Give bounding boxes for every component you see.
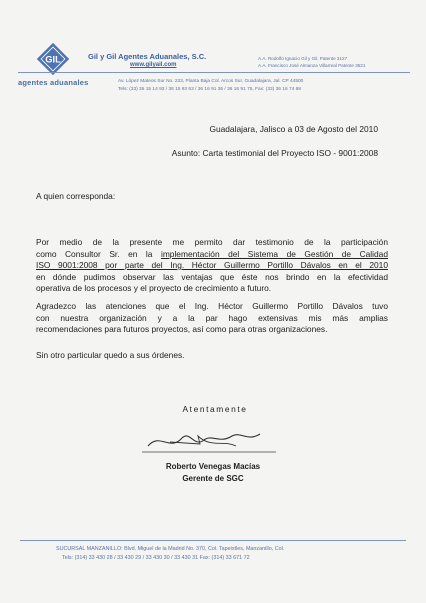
paragraph-line: Agradezco las atenciones que el Ing. Héctor Guillermo Portillo Dávalos tuvo [36, 301, 388, 311]
subject-line: Asunto: Carta testimonial del Proyecto ISO - 9001:2008 [171, 148, 378, 158]
date-line: Guadalajara, Jalisco a 03 de Agosto del 2010 [209, 124, 378, 134]
underlined-text: implementación del Sistema de Gestión de Calidad [160, 248, 388, 259]
paragraph-line [36, 249, 388, 261]
footer-line: SUCURSAL MANZANILLO: Blvd. Miguel de la Madrid No. 370, Col. Tapeixtles, Manzanillo, Col. [56, 546, 285, 552]
signer-title: Gerente de SGC [182, 474, 244, 483]
greeting: A quien corresponda: [36, 191, 116, 201]
signature-icon [140, 422, 280, 456]
patent-line: A.A. Rodolfo Ignacio Gil y Gil, Patente 3127 [258, 56, 348, 61]
patent-line: A.A. Francisco José Almanza Villarreal Patente 3521 [258, 63, 366, 68]
paragraph-text: como Consultor Sr. en la [36, 248, 161, 259]
company-logo-icon [36, 42, 70, 76]
address-line: Av. López Mateos Sur No. 233, Planta Baja Col. Arcos Sur, Guadalajara, Jal. CP 44500 [118, 79, 304, 84]
company-name: Gil y Gil Agentes Aduanales, S.C. [88, 52, 207, 61]
paragraph-line: operativa de los procesos y el proyecto de crecimiento a futuro. [36, 283, 272, 293]
footer-branch-address [56, 545, 284, 563]
patent-block [258, 55, 365, 69]
thanks-paragraph [36, 301, 388, 336]
paragraph-line: recomendaciones para futuros proyectos, así como para otras organizaciones. [36, 324, 328, 334]
paragraph-line: en dónde pudimos observar las ventajas que éste nos brindo en la efectividad [36, 271, 388, 282]
footer-divider [20, 540, 406, 541]
letterhead-address [118, 78, 303, 94]
logo-caption: agentes aduanales [18, 78, 89, 87]
logo-text: GIL [45, 54, 61, 65]
paragraph-line: con nuestra organización y a la par hago extensivas mis más amplias [36, 312, 388, 323]
phone-line: Tels: (33) 36 15 14 93 / 36 15 93 63 / 36 16 91 36 / 36 16 91 75, Fax: (33) 36 16 74 68 [118, 87, 301, 92]
paragraph-line: Por medio de la presente me permito dar testimonio de la participación [36, 237, 388, 247]
letterhead-divider [18, 72, 410, 73]
footer-line: Tels: (314) 33 430 28 / 33 430 29 / 33 430 30 / 33 430 31 Fax: (314) 33 671 72 [62, 555, 250, 561]
paragraph-line: ISO 9001:2008 por parte del Ing. Héctor Guillermo Portillo Dávalos en el 2010 [36, 260, 388, 270]
regards: Atentamente [182, 404, 248, 414]
closing-line: Sin otro particular quedo a sus órdenes. [36, 350, 185, 360]
signer-name: Roberto Venegas Macías [165, 462, 261, 471]
testimonial-paragraph [36, 237, 388, 295]
company-website-link[interactable]: www.gilyail.com [130, 62, 177, 68]
